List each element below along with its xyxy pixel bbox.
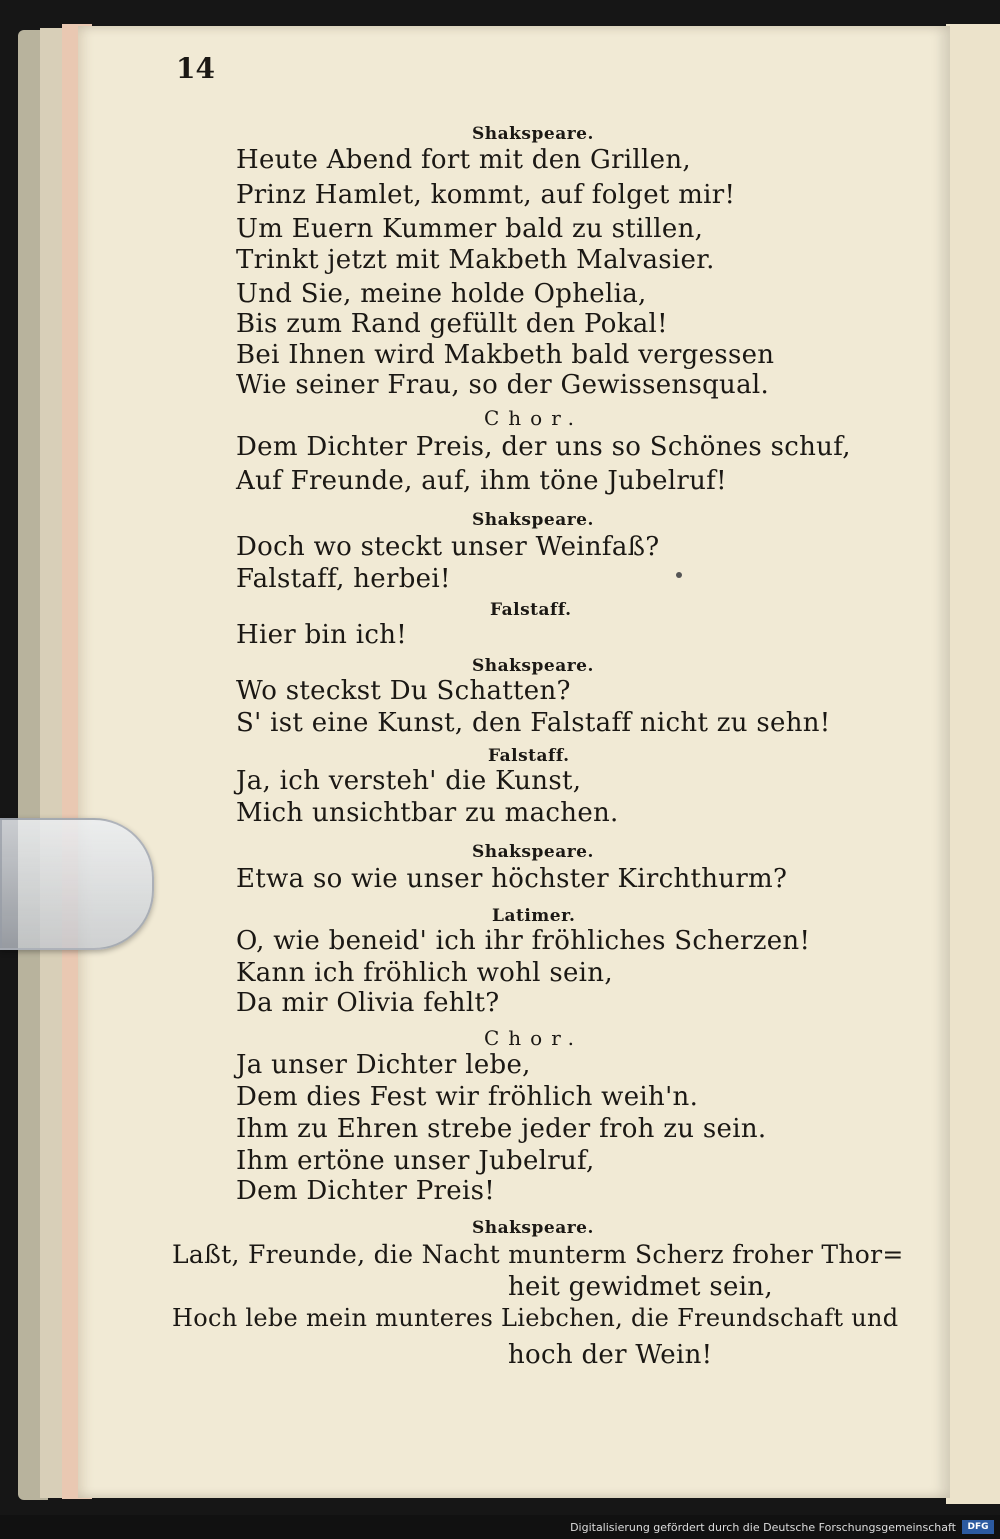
speaker-label: Latimer. xyxy=(492,906,576,926)
verse-line: S' ist eine Kunst, den Falstaff nicht zu sehn! xyxy=(236,708,831,738)
footer-bar xyxy=(0,1515,1000,1539)
verse-line: Und Sie, meine holde Ophelia, xyxy=(236,279,647,309)
verse-line: O, wie beneid' ich ihr fröhliches Scherzen! xyxy=(236,926,811,956)
verse-line: Hoch lebe mein munteres Liebchen, die Freundschaft und xyxy=(172,1304,899,1332)
speaker-label: Shakspeare. xyxy=(472,656,594,676)
page-clip xyxy=(0,818,154,950)
speaker-label: Shakspeare. xyxy=(472,124,594,144)
verse-line: Dem dies Fest wir fröhlich weih'n. xyxy=(236,1082,699,1112)
chorus-label: Chor. xyxy=(484,1026,583,1050)
speaker-label: Falstaff. xyxy=(488,746,570,766)
verse-line: Bis zum Rand gefüllt den Pokal! xyxy=(236,309,668,339)
verse-line: Dem Dichter Preis, der uns so Schönes schuf, xyxy=(236,432,851,462)
facing-page xyxy=(946,24,1000,1504)
speaker-label: Shakspeare. xyxy=(472,842,594,862)
verse-line: Ihm ertöne unser Jubelruf, xyxy=(236,1146,595,1176)
verse-line: Hier bin ich! xyxy=(236,620,408,650)
verse-line: Trinkt jetzt mit Makbeth Malvasier. xyxy=(236,245,715,275)
verse-line: Heute Abend fort mit den Grillen, xyxy=(236,145,691,175)
verse-line: Ja, ich versteh' die Kunst, xyxy=(236,766,582,796)
verse-line: Etwa so wie unser höchster Kirchthurm? xyxy=(236,864,788,894)
verse-line: Bei Ihnen wird Makbeth bald vergessen xyxy=(236,340,775,370)
verse-line: heit gewidmet sein, xyxy=(508,1272,773,1302)
verse-line: Wo steckst Du Schatten? xyxy=(236,676,571,706)
verse-line: Kann ich fröhlich wohl sein, xyxy=(236,958,613,988)
verse-line: Ja unser Dichter lebe, xyxy=(236,1050,531,1080)
verse-line: Laßt, Freunde, die Nacht munterm Scherz froher Thor= xyxy=(172,1240,904,1269)
verse-line: Ihm zu Ehren strebe jeder froh zu sein. xyxy=(236,1114,767,1144)
speaker-label: Shakspeare. xyxy=(472,510,594,530)
verse-line: Dem Dichter Preis! xyxy=(236,1176,495,1206)
verse-line: Da mir Olivia fehlt? xyxy=(236,988,500,1018)
verse-line: Doch wo steckt unser Weinfaß? xyxy=(236,532,660,562)
dfg-logo-icon: DFG xyxy=(962,1520,994,1534)
speaker-label: Falstaff. xyxy=(490,600,572,620)
verse-line: Falstaff, herbei! xyxy=(236,564,451,594)
page-number: 14 xyxy=(176,52,215,85)
speaker-label: Shakspeare. xyxy=(472,1218,594,1238)
verse-line: Wie seiner Frau, so der Gewissensqual. xyxy=(236,370,770,400)
verse-line: Um Euern Kummer bald zu stillen, xyxy=(236,214,704,244)
verse-line: Auf Freunde, auf, ihm töne Jubelruf! xyxy=(236,466,727,496)
verse-line: Prinz Hamlet, kommt, auf folget mir! xyxy=(236,180,736,210)
ink-speck xyxy=(676,572,682,578)
footer-credit: Digitalisierung gefördert durch die Deutsche Forschungsgemeinschaft xyxy=(570,1521,956,1534)
verse-line: hoch der Wein! xyxy=(508,1340,713,1370)
verse-line: Mich unsichtbar zu machen. xyxy=(236,798,619,828)
chorus-label: Chor. xyxy=(484,406,583,430)
